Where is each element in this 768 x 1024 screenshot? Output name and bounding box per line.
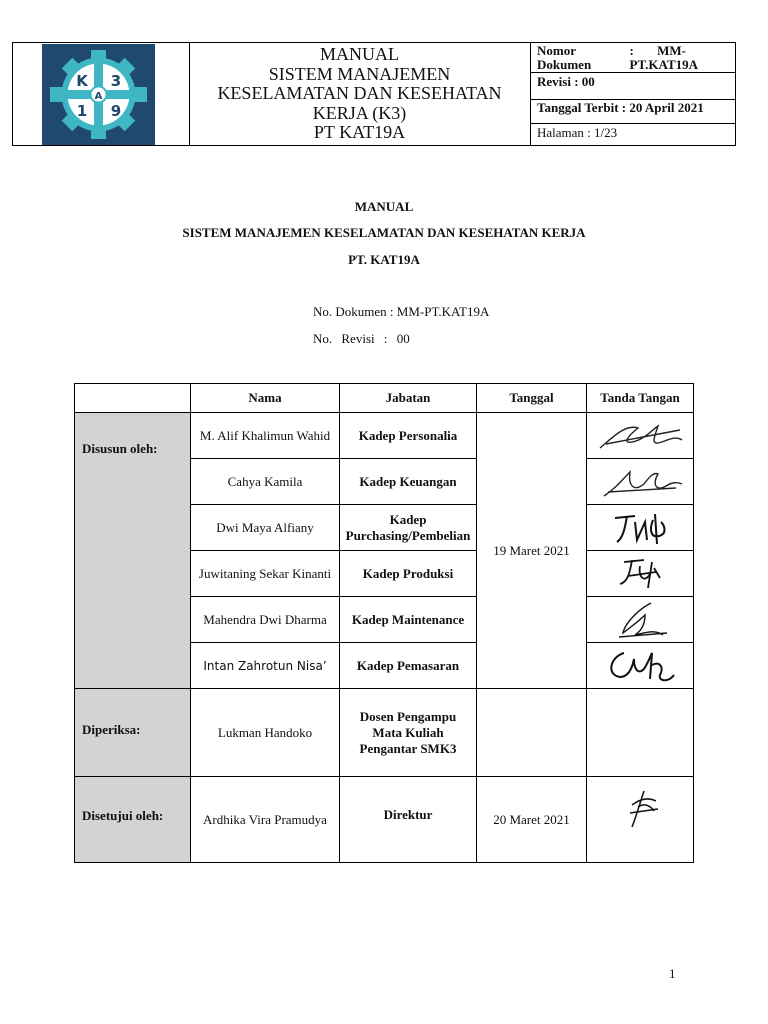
name-cell: Ardhika Vira Pramudya: [191, 777, 340, 863]
table-row: [75, 413, 694, 459]
position-cell: Kadep Purchasing/Pembelian: [340, 505, 477, 551]
table-row: [75, 777, 694, 863]
revision-line: No. Revisi : 00: [313, 331, 410, 346]
document-number-value: : MM-PT.KAT19A: [629, 43, 699, 72]
cover-subtitle: SISTEM MANAJEMEN KESELAMATAN DAN KESEHATAN KERJA: [182, 225, 586, 240]
date-cell: 20 Maret 2021: [477, 777, 587, 863]
position-cell: Kadep Personalia: [340, 413, 477, 459]
document-number: [530, 43, 735, 73]
column-header-nama: Nama: [191, 384, 340, 413]
signature-image: [592, 462, 688, 502]
signature-cell: [587, 643, 694, 689]
name-cell: M. Alif Khalimun Wahid: [191, 413, 340, 459]
position-cell: Kadep Maintenance: [340, 597, 477, 643]
logo-digit-1: 1: [76, 102, 88, 120]
page-info: Halaman : 1/23: [537, 125, 618, 140]
logo-cell: [13, 43, 190, 145]
signature-image: [605, 599, 675, 641]
disetujui-label: Disetujui oleh:: [75, 777, 191, 863]
issue-date: Tanggal Terbit : 20 April 2021: [530, 100, 735, 124]
name-cell: Mahendra Dwi Dharma: [191, 597, 340, 643]
signature-image: [592, 416, 688, 456]
name-cell: Dwi Maya Alfiany: [191, 505, 340, 551]
header-title-line: SISTEM MANAJEMEN: [268, 63, 451, 84]
signature-cell: [587, 505, 694, 551]
date-cell: 19 Maret 2021: [477, 413, 587, 689]
revision-info: Revisi : 00: [530, 73, 735, 100]
column-header-jabatan: Jabatan: [340, 384, 477, 413]
signature-cell: [587, 689, 694, 777]
signature-image: [610, 777, 670, 837]
header-title-line: MANUAL: [320, 44, 399, 65]
table-header-empty: [75, 384, 191, 413]
position-cell: Direktur: [340, 777, 477, 863]
signature-image: [598, 645, 682, 687]
logo-digit-9: 9: [110, 102, 122, 120]
name-cell: Cahya Kamila: [191, 459, 340, 505]
document-header: [12, 42, 736, 146]
diperiksa-label: Diperiksa:: [75, 689, 191, 777]
table-row: [75, 689, 694, 777]
position-cell: Dosen Pengampu Mata Kuliah Pengantar SMK3: [340, 689, 477, 777]
header-title-line: KERJA (K3): [312, 102, 407, 123]
date-cell: [477, 689, 587, 777]
document-number-line: No. Dokumen : MM-PT.KAT19A: [313, 304, 490, 319]
cover-title: MANUAL: [354, 199, 414, 214]
disusun-label: Disusun oleh:: [75, 413, 191, 689]
company-logo: [42, 44, 155, 145]
page-number: 1: [669, 966, 676, 981]
column-header-tanggal: Tanggal: [477, 384, 587, 413]
position-cell: Kadep Pemasaran: [340, 643, 477, 689]
column-header-tanda-tangan: Tanda Tangan: [587, 384, 694, 413]
header-title-line: PT KAT19A: [313, 122, 406, 143]
name-cell: Intan Zahrotun Nisa’: [191, 643, 340, 689]
position-cell: Kadep Keuangan: [340, 459, 477, 505]
cover-company: PT. KAT19A: [348, 252, 420, 267]
signature-cell: [587, 413, 694, 459]
document-number-label: Nomor Dokumen: [537, 43, 592, 72]
document-info: [530, 43, 735, 145]
signature-image: [610, 554, 670, 594]
logo-digit-3: 3: [110, 72, 122, 90]
signature-cell: [587, 777, 694, 863]
header-title-line: KESELAMATAN DAN KESEHATAN: [217, 83, 502, 104]
signature-cell: [587, 459, 694, 505]
name-cell: Lukman Handoko: [191, 689, 340, 777]
name-cell: Juwitaning Sekar Kinanti: [191, 551, 340, 597]
table-header-row: [75, 384, 694, 413]
signature-cell: [587, 597, 694, 643]
signature-cell: [587, 551, 694, 597]
logo-letter-k: K: [76, 72, 88, 90]
signature-image: [605, 508, 675, 548]
header-title: [189, 43, 531, 145]
logo-letter-a: A: [94, 91, 103, 102]
position-cell: Kadep Produksi: [340, 551, 477, 597]
approval-table: [74, 383, 694, 863]
